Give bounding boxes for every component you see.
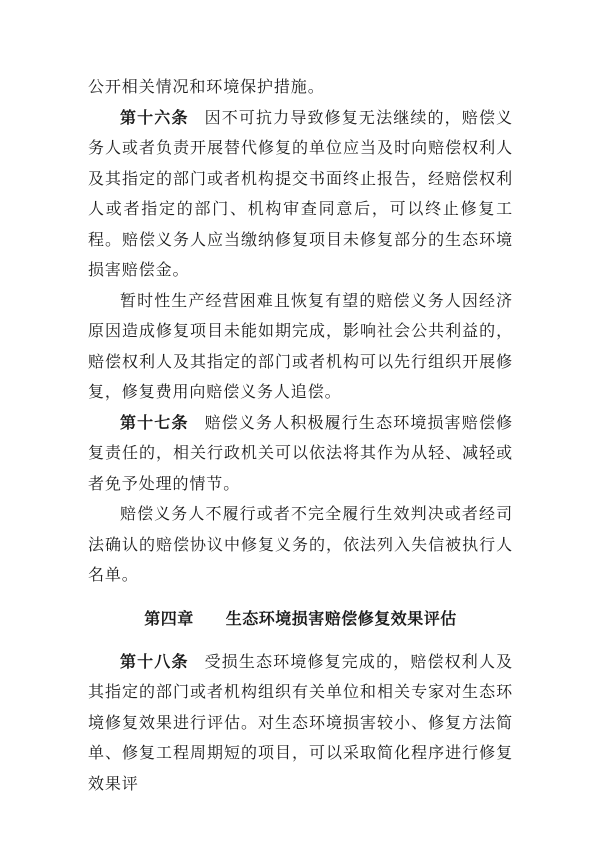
article-18-number: 第十八条 [120, 651, 189, 671]
article-16 [88, 103, 513, 286]
article-18 [88, 647, 513, 800]
article-17-text: 赔偿义务人积极履行生态环境损害赔偿修复责任的，相关行政机关可以依法将其作为从轻、减轻或者免予处理的情节。 [88, 412, 513, 493]
article-17 [88, 408, 513, 500]
article-17-paragraph-2: 赔偿义务人不履行或者不完全履行生效判决或者经司法确认的赔偿协议中修复义务的，依法列入失信被执行人名单。 [88, 504, 513, 584]
article-16-paragraph-2: 暂时性生产经营困难且恢复有望的赔偿义务人因经济原因造成修复项目未能如期完成，影响社会公共利益的，赔偿权利人及其指定的部门或者机构可以先行组织开展修复，修复费用向赔偿义务人追偿。 [88, 290, 513, 401]
paragraph-intro-continuation: 公开相关情况和环境保护措施。 [88, 77, 325, 96]
article-16-text: 因不可抗力导致修复无法继续的，赔偿义务人或者负责开展替代修复的单位应当及时向赔偿权利人及其指定的部门或者机构提交书面终止报告，经赔偿权利人或者指定的部门、机构审查同意后，可以终止修复工程。赔偿义务人应当缴纳修复项目未修复部分的生态环境损害赔偿金。 [88, 107, 513, 279]
article-17-number: 第十七条 [120, 412, 189, 432]
chapter-heading [88, 604, 513, 634]
chapter-number: 第四章 [144, 608, 194, 628]
article-18-text: 受损生态环境修复完成的，赔偿权利人及其指定的部门或者机构组织有关单位和相关专家对生态环境修复效果进行评估。对生态环境损害较小、修复方法简单、修复工程周期短的项目，可以采取简化程序进行修复效果评 [88, 651, 513, 793]
article-16-number: 第十六条 [120, 107, 189, 127]
document-page [88, 72, 513, 799]
chapter-title: 生态环境损害赔偿修复效果评估 [225, 608, 457, 628]
